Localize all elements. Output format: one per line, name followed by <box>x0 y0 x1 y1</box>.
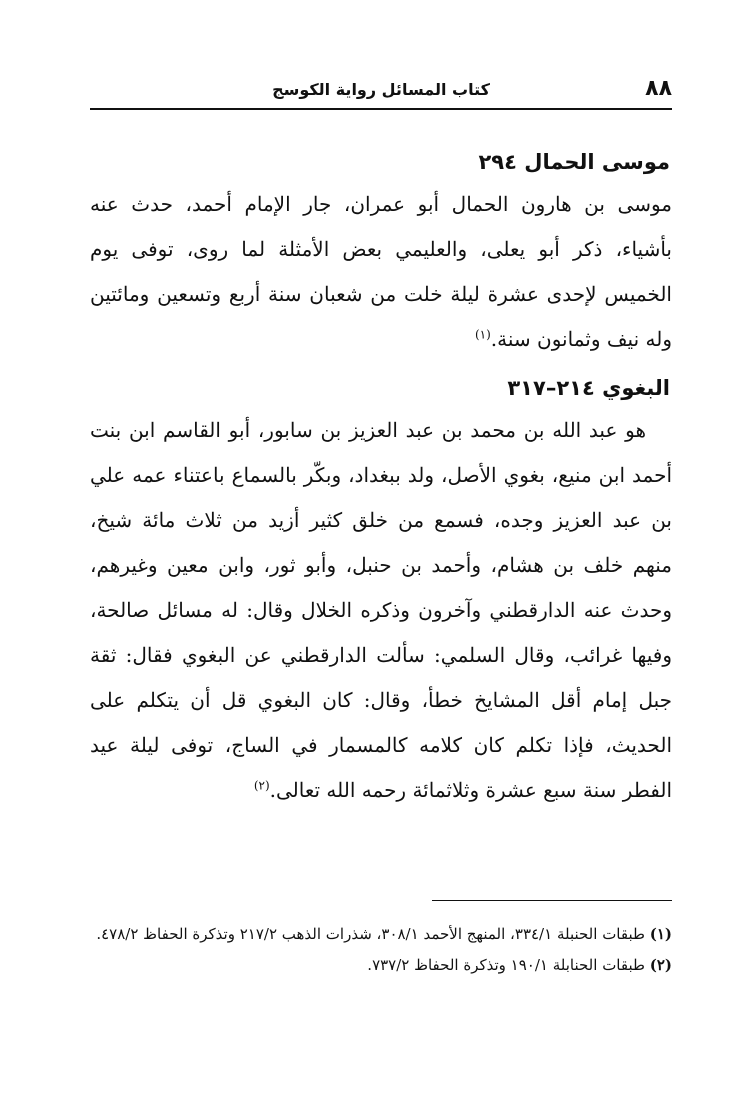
entry-text: هو عبد الله بن محمد بن عبد العزيز بن سابور، أبو القاسم ابن بنت أحمد ابن منيع، بغوي الأصل، ولد ببغداد، وبكّر بالسماع باعتناء عمه علي بن عبد العزيز وجده، فسمع من خلق كثير أزيد من ثلاث مائة شيخ، منهم خلف بن هشام، وأحمد بن حنبل، وأبو ثور، وابن معين وغيرهم، وحدث عنه الدارقطني وآخرون وذكره الخلال وقال: له مسائل صالحة، وفيها غرائب، وقال السلمي: سألت الدارقطني عن البغوي فقال: ثقة جبل إمام أقل المشايخ خطأ، وقال: كان البغوي قل أن يتكلم على الحديث، فإذا تكلم كان كلامه كالمسمار في الساج، توفى ليلة عيد الفطر سنة سبع عشرة وثلاثمائة رحمه الله تعالى. <box>90 418 672 802</box>
footnote-ref-1: (١) <box>474 327 491 342</box>
footnote-number: (١) <box>649 925 672 943</box>
page-number: ٨٨ <box>645 76 672 101</box>
entry-body-musa <box>90 182 672 362</box>
entry-text: موسى بن هارون الحمال أبو عمران، جار الإمام أحمد، حدث عنه بأشياء، ذكر أبو يعلى، والعليمي بعض الأمثلة لما روى، توفى يوم الخميس لإحدى عشرة ليلة خلت من شعبان سنة أربع وتسعين ومائتين وله نيف وثمانون سنة. <box>90 192 673 351</box>
footnotes <box>90 900 672 981</box>
footnote-2 <box>90 950 672 981</box>
footnote-ref-2: (٢) <box>253 778 270 793</box>
page-header <box>90 72 672 108</box>
header-rule <box>90 108 672 110</box>
running-title: كتاب المسائل رواية الكوسج <box>272 80 490 99</box>
footnote-number: (٢) <box>649 956 672 974</box>
footnote-rule <box>432 900 672 901</box>
footnote-1 <box>90 919 672 950</box>
page <box>90 72 673 974</box>
entry-body-baghawi <box>90 408 672 813</box>
footnote-text: طبقات الحنبلة ٣٣٤/١، المنهج الأحمد ٣٠٨/١، شذرات الذهب ٢١٧/٢ وتذكرة الحفاظ ٤٧٨/٢. <box>96 925 645 943</box>
entry-title-musa: موسى الحمال ٢٩٤ <box>478 150 670 174</box>
footnote-text: طبقات الحنابلة ١٩٠/١ وتذكرة الحفاظ ٧٣٧/٢. <box>367 956 645 974</box>
entry-title-baghawi: البغوي ٢١٤–٣١٧ <box>507 376 670 400</box>
